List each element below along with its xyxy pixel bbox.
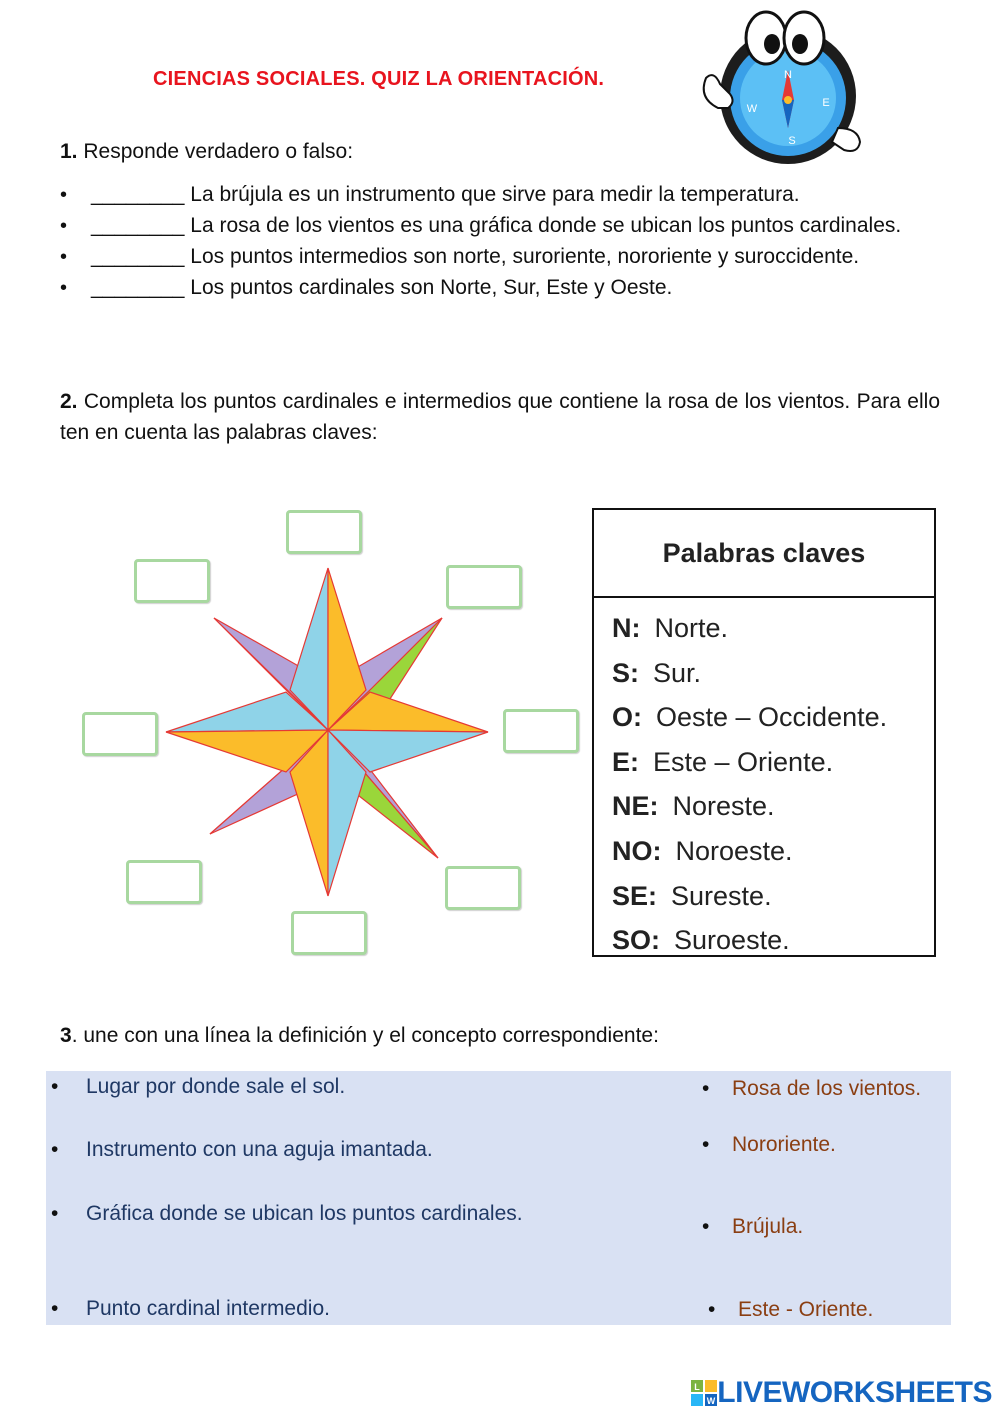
keyword-key: N: (612, 613, 641, 643)
keyword-key: NO: (612, 835, 662, 866)
compass-mascot-icon (688, 8, 868, 168)
definition-item[interactable]: • Instrumento con una aguja imantada. (86, 1134, 554, 1165)
logo-letter: W (707, 1396, 716, 1406)
liveworksheets-brand (691, 1376, 992, 1410)
mascot-letter-n: N (784, 69, 792, 81)
liveworksheets-logo-icon (691, 1380, 717, 1406)
answer-box-northwest[interactable] (134, 559, 210, 603)
keyword-row (612, 740, 934, 785)
keyword-value: Suroeste. (674, 925, 790, 956)
keywords-table (592, 508, 936, 957)
page-title: CIENCIAS SOCIALES. QUIZ LA ORIENTACIÓN. (153, 68, 605, 90)
keyword-row (612, 829, 934, 874)
q1-heading (60, 136, 353, 167)
answer-box-east[interactable] (503, 709, 579, 753)
brand-name: LIVEWORKSHEETS (717, 1376, 992, 1409)
q1-prompt: Responde verdadero o falso: (83, 140, 354, 163)
keyword-value: Noreste. (672, 791, 775, 822)
q2-heading (60, 386, 940, 448)
definition-item[interactable]: • Punto cardinal intermedio. (86, 1293, 554, 1324)
mascot-letter-e: E (822, 97, 830, 109)
keyword-key: O: (612, 702, 642, 733)
q2-prompt: Completa los puntos cardinales e intermedios que contiene la rosa de los vientos. Para ello ten en cuenta las palabras claves: (60, 390, 940, 444)
concept-item[interactable]: • Nororiente. (732, 1129, 836, 1160)
keyword-row (612, 918, 934, 963)
answer-box-northeast[interactable] (446, 565, 522, 609)
keyword-value: Norte. (654, 613, 729, 643)
answer-box-southeast[interactable] (445, 866, 521, 910)
q2-number: 2. (60, 390, 78, 413)
keyword-value: Este – Oriente. (653, 746, 834, 777)
q1-statement-list (60, 180, 940, 304)
q3-number: 3 (60, 1024, 72, 1047)
keyword-row (612, 784, 934, 829)
q1-statement: • ________ Los puntos intermedios son norte, suroriente, nororiente y suroccidente. (60, 242, 940, 272)
keyword-row (612, 606, 934, 651)
answer-box-west[interactable] (82, 712, 158, 756)
matching-area (46, 1071, 951, 1325)
q1-statement: • ________ La brújula es un instrumento que sirve para medir la temperatura. (60, 180, 940, 210)
q1-statement: • ________ Los puntos cardinales son Norte, Sur, Este y Oeste. (60, 273, 940, 303)
keyword-value: Sureste. (671, 880, 772, 911)
keyword-value: Oeste – Occidente. (656, 702, 888, 733)
answer-box-southwest[interactable] (126, 860, 202, 904)
answer-box-south[interactable] (291, 911, 367, 955)
keyword-key: E: (612, 746, 639, 777)
concept-item[interactable]: • Este - Oriente. (738, 1294, 873, 1325)
keywords-list (594, 598, 934, 963)
keyword-row (612, 874, 934, 919)
keyword-value: Sur. (653, 657, 702, 688)
concept-item[interactable]: • Rosa de los vientos. (732, 1073, 921, 1104)
keyword-row (612, 651, 934, 696)
logo-letter: L (694, 1382, 701, 1392)
keyword-key: S: (612, 657, 639, 688)
keywords-title: Palabras claves (594, 510, 934, 598)
keyword-key: SO: (612, 925, 661, 956)
q3-prompt: . une con una línea la definición y el concepto correspondiente: (71, 1024, 659, 1047)
mascot-letter-w: W (746, 103, 758, 115)
keyword-key: NE: (612, 791, 659, 822)
answer-box-north[interactable] (286, 510, 362, 554)
keyword-value: Noroeste. (675, 835, 793, 866)
mascot-letter-s: S (788, 135, 796, 147)
definition-item[interactable]: • Gráfica donde se ubican los puntos cardinales. (86, 1198, 554, 1229)
q1-statement: • ________ La rosa de los vientos es una gráfica donde se ubican los puntos cardinales. (60, 211, 940, 241)
definition-item[interactable]: • Lugar por donde sale el sol. (86, 1071, 554, 1102)
q3-heading (60, 1020, 659, 1051)
keyword-key: SE: (612, 880, 658, 911)
keyword-row (612, 695, 934, 740)
concept-item[interactable]: • Brújula. (732, 1211, 803, 1242)
q1-number: 1. (60, 140, 78, 163)
wind-rose-cardinal-points (166, 568, 488, 896)
